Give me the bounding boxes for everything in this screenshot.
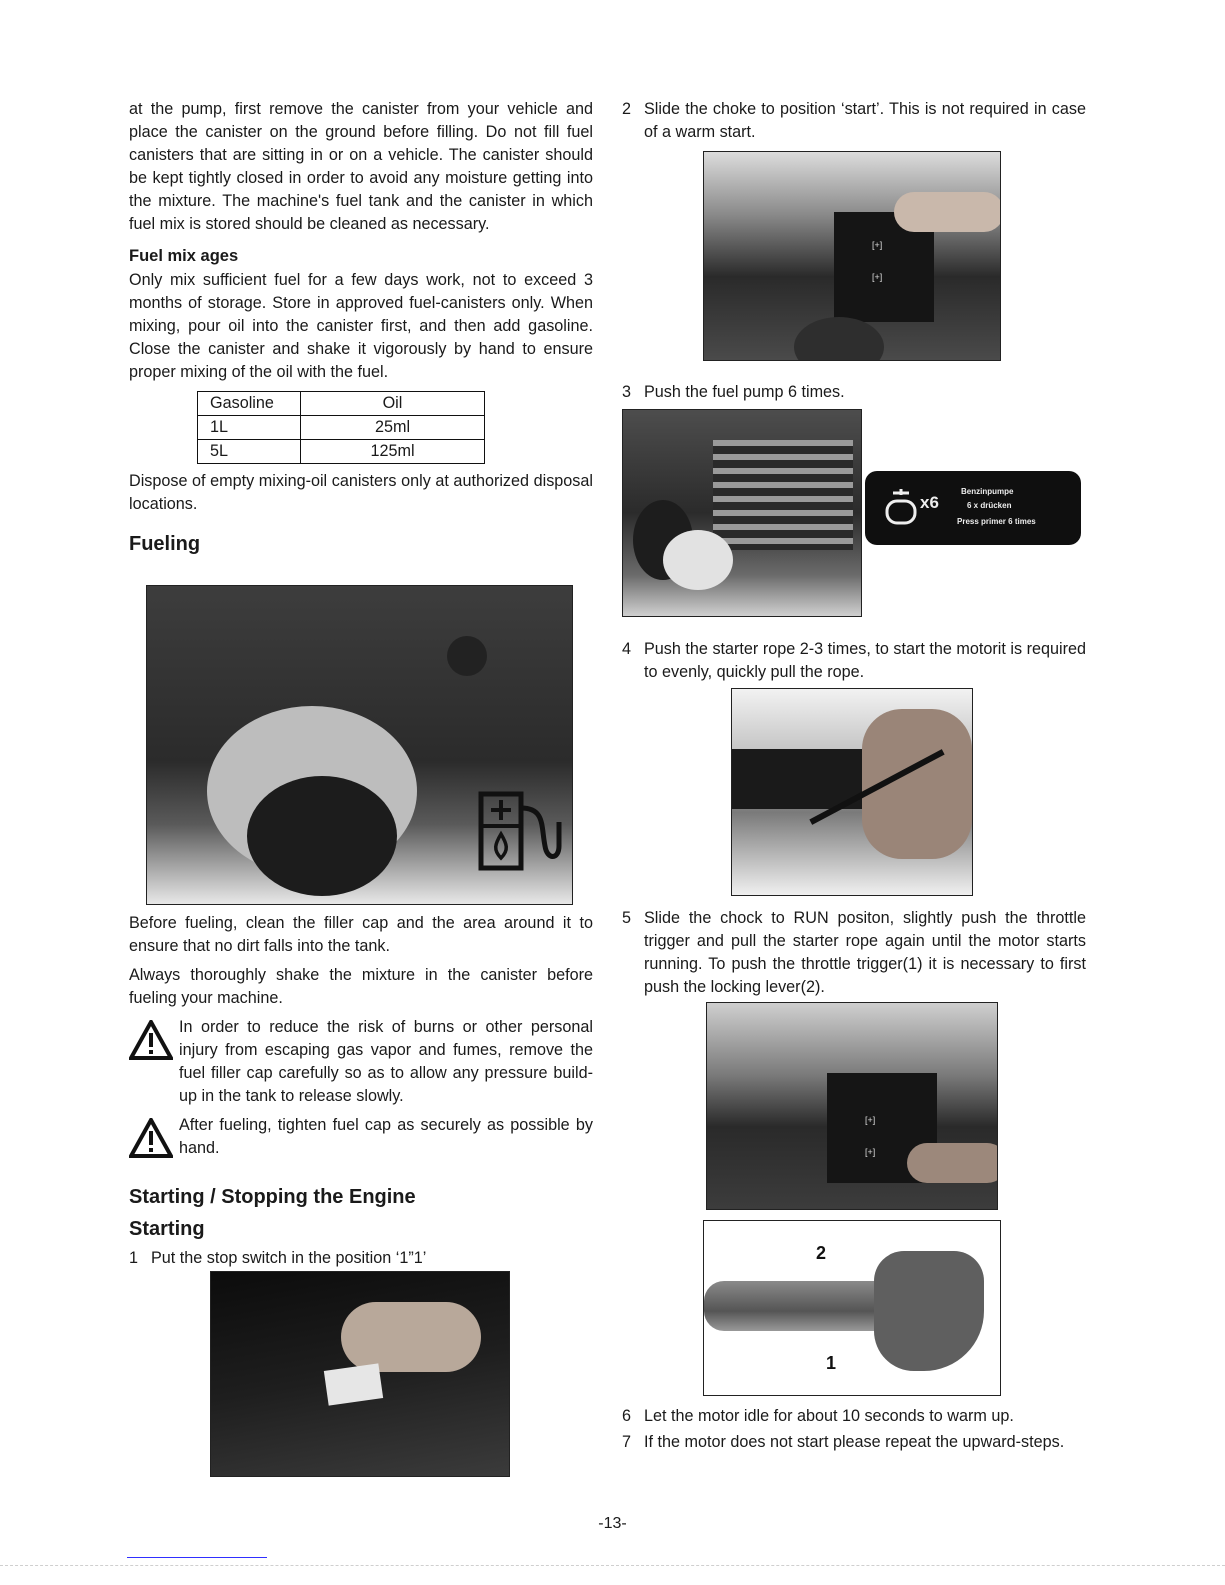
thumb-shape <box>663 530 733 590</box>
mix-table <box>197 391 485 464</box>
warning-2-text: After fueling, tighten fuel cap as securely as possible by hand. <box>179 1116 593 1157</box>
step-text: Slide the chock to RUN positon, slightly push the throttle trigger and pull the starter rope again until the motor starts running. To push the throttle trigger(1) it is necessary to first push the locking lever(2). <box>644 909 1086 996</box>
step-number: 6 <box>622 1407 632 1425</box>
right-column <box>622 98 1086 144</box>
step-3 <box>622 381 1086 404</box>
step-text: Push the fuel pump 6 times. <box>644 383 845 401</box>
finger-shape <box>894 192 1001 232</box>
primer-text-de-1: Benzinpumpe <box>961 487 1014 496</box>
step-number: 2 <box>622 100 632 118</box>
choke-photo <box>703 151 1001 361</box>
choke-label: [+] <box>865 1147 876 1157</box>
mix-cell-oil: 25ml <box>301 416 485 440</box>
primer-label-decal <box>865 471 1081 545</box>
primer-count: x6 <box>920 493 939 512</box>
start-stop-heading: Starting / Stopping the Engine <box>129 1186 416 1208</box>
knob-shape <box>447 636 487 676</box>
fuel-mix-heading: Fuel mix ages <box>129 247 239 265</box>
mix-cell-gasoline: 5L <box>198 440 301 464</box>
fuel-mix-paragraph: Only mix sufficient fuel for a few days work, not to exceed 3 months of storage. Store in approved fuel-canisters only. When mixing, pour oil into the canister first, and then add gasoline. Close the canister and shake it vigorously by hand to ensure proper mixing of the oil with the fuel. <box>129 271 593 381</box>
fuel-pump-photo <box>622 409 862 617</box>
switch-shape <box>324 1363 383 1405</box>
throttle-trigger-label: 1 <box>826 1353 837 1373</box>
mix-header-gasoline: Gasoline <box>198 392 301 416</box>
dispose-paragraph: Dispose of empty mixing-oil canisters only at authorized disposal locations. <box>129 472 593 513</box>
starter-rope-photo <box>731 688 973 896</box>
step-number: 1 <box>129 1249 139 1267</box>
run-position-photo <box>706 1002 998 1210</box>
page-number: -13- <box>598 1515 627 1532</box>
step-2 <box>622 98 1086 144</box>
link-underline <box>127 1557 267 1558</box>
step-3-block <box>622 381 1086 404</box>
step-number: 3 <box>622 383 632 401</box>
choke-label: [+] <box>865 1115 876 1125</box>
table-row <box>198 440 485 464</box>
steps-6-7-block <box>622 1405 1086 1454</box>
locking-lever-label: 2 <box>816 1243 827 1263</box>
step-1 <box>129 1247 593 1270</box>
fueling-photo <box>146 585 573 905</box>
throttle-trigger-photo <box>703 1220 1001 1396</box>
fuel-cap-shape <box>247 776 397 896</box>
page-edge-divider <box>0 1565 1225 1566</box>
step-number: 4 <box>622 640 632 658</box>
intro-paragraph: at the pump, first remove the canister from your vehicle and place the canister on the ground before filling. Do not fill fuel canisters that are sitting in or on a vehicle. The canister should be kept tightly closed in order to avoid any moisture getting into the mixture. The machine's fuel tank and the canister in which fuel mix is stored should be cleaned as necessary. <box>129 100 593 233</box>
step-5 <box>622 907 1086 999</box>
warning-1 <box>129 1016 593 1108</box>
fueling-heading: Fueling <box>129 533 201 555</box>
step-number: 5 <box>622 909 632 927</box>
table-row <box>198 416 485 440</box>
warning-2 <box>129 1114 593 1163</box>
cap-shape <box>794 317 884 361</box>
fueling-paragraph-1: Before fueling, clean the filler cap and the area around it to ensure that no dirt falls into the tank. <box>129 914 593 955</box>
finger-shape <box>341 1302 481 1372</box>
warning-1-text: In order to reduce the risk of burns or other personal injury from escaping gas vapor and fumes, remove the fuel filler cap carefully so as to allow any pressure build-up in the tank to release slowly. <box>179 1018 593 1105</box>
warning-triangle-icon <box>129 1118 173 1158</box>
mix-cell-gasoline: 1L <box>198 416 301 440</box>
choke-label: [+] <box>872 272 883 282</box>
mix-header-oil: Oil <box>301 392 485 416</box>
fueling-text-block <box>129 912 593 1270</box>
step-number: 7 <box>622 1433 632 1451</box>
mix-table-header <box>198 392 485 416</box>
step-7 <box>622 1431 1086 1454</box>
step-6 <box>622 1405 1086 1428</box>
trigger-housing-shape <box>874 1251 984 1371</box>
step-4 <box>622 638 1086 684</box>
step-text: If the motor does not start please repeat the upward-steps. <box>644 1433 1065 1451</box>
stop-switch-photo <box>210 1271 510 1477</box>
step-text: Push the starter rope 2-3 times, to start the motorit is required to evenly, quickly pull the rope. <box>644 640 1086 681</box>
primer-bulb-icon <box>879 485 923 529</box>
step-text: Slide the choke to position ‘start’. This is not required in case of a warm start. <box>644 100 1086 141</box>
step-text: Put the stop switch in the position ‘1”1’ <box>151 1249 427 1267</box>
finger-shape <box>907 1143 998 1183</box>
warning-triangle-icon <box>129 1020 173 1060</box>
starting-heading: Starting <box>129 1218 205 1240</box>
step-5-block <box>622 907 1086 999</box>
step-4-block <box>622 638 1086 684</box>
fuel-pump-icon <box>475 786 567 878</box>
mix-cell-oil: 125ml <box>301 440 485 464</box>
choke-label: [+] <box>872 240 883 250</box>
step-text: Let the motor idle for about 10 seconds to warm up. <box>644 1407 1014 1425</box>
engine-fins-shape <box>713 440 853 550</box>
left-column <box>129 98 593 558</box>
fueling-paragraph-2: Always thoroughly shake the mixture in the canister before fueling your machine. <box>129 966 593 1007</box>
primer-text-en: Press primer 6 times <box>957 517 1036 526</box>
primer-text-de-2: 6 x drücken <box>967 501 1012 510</box>
